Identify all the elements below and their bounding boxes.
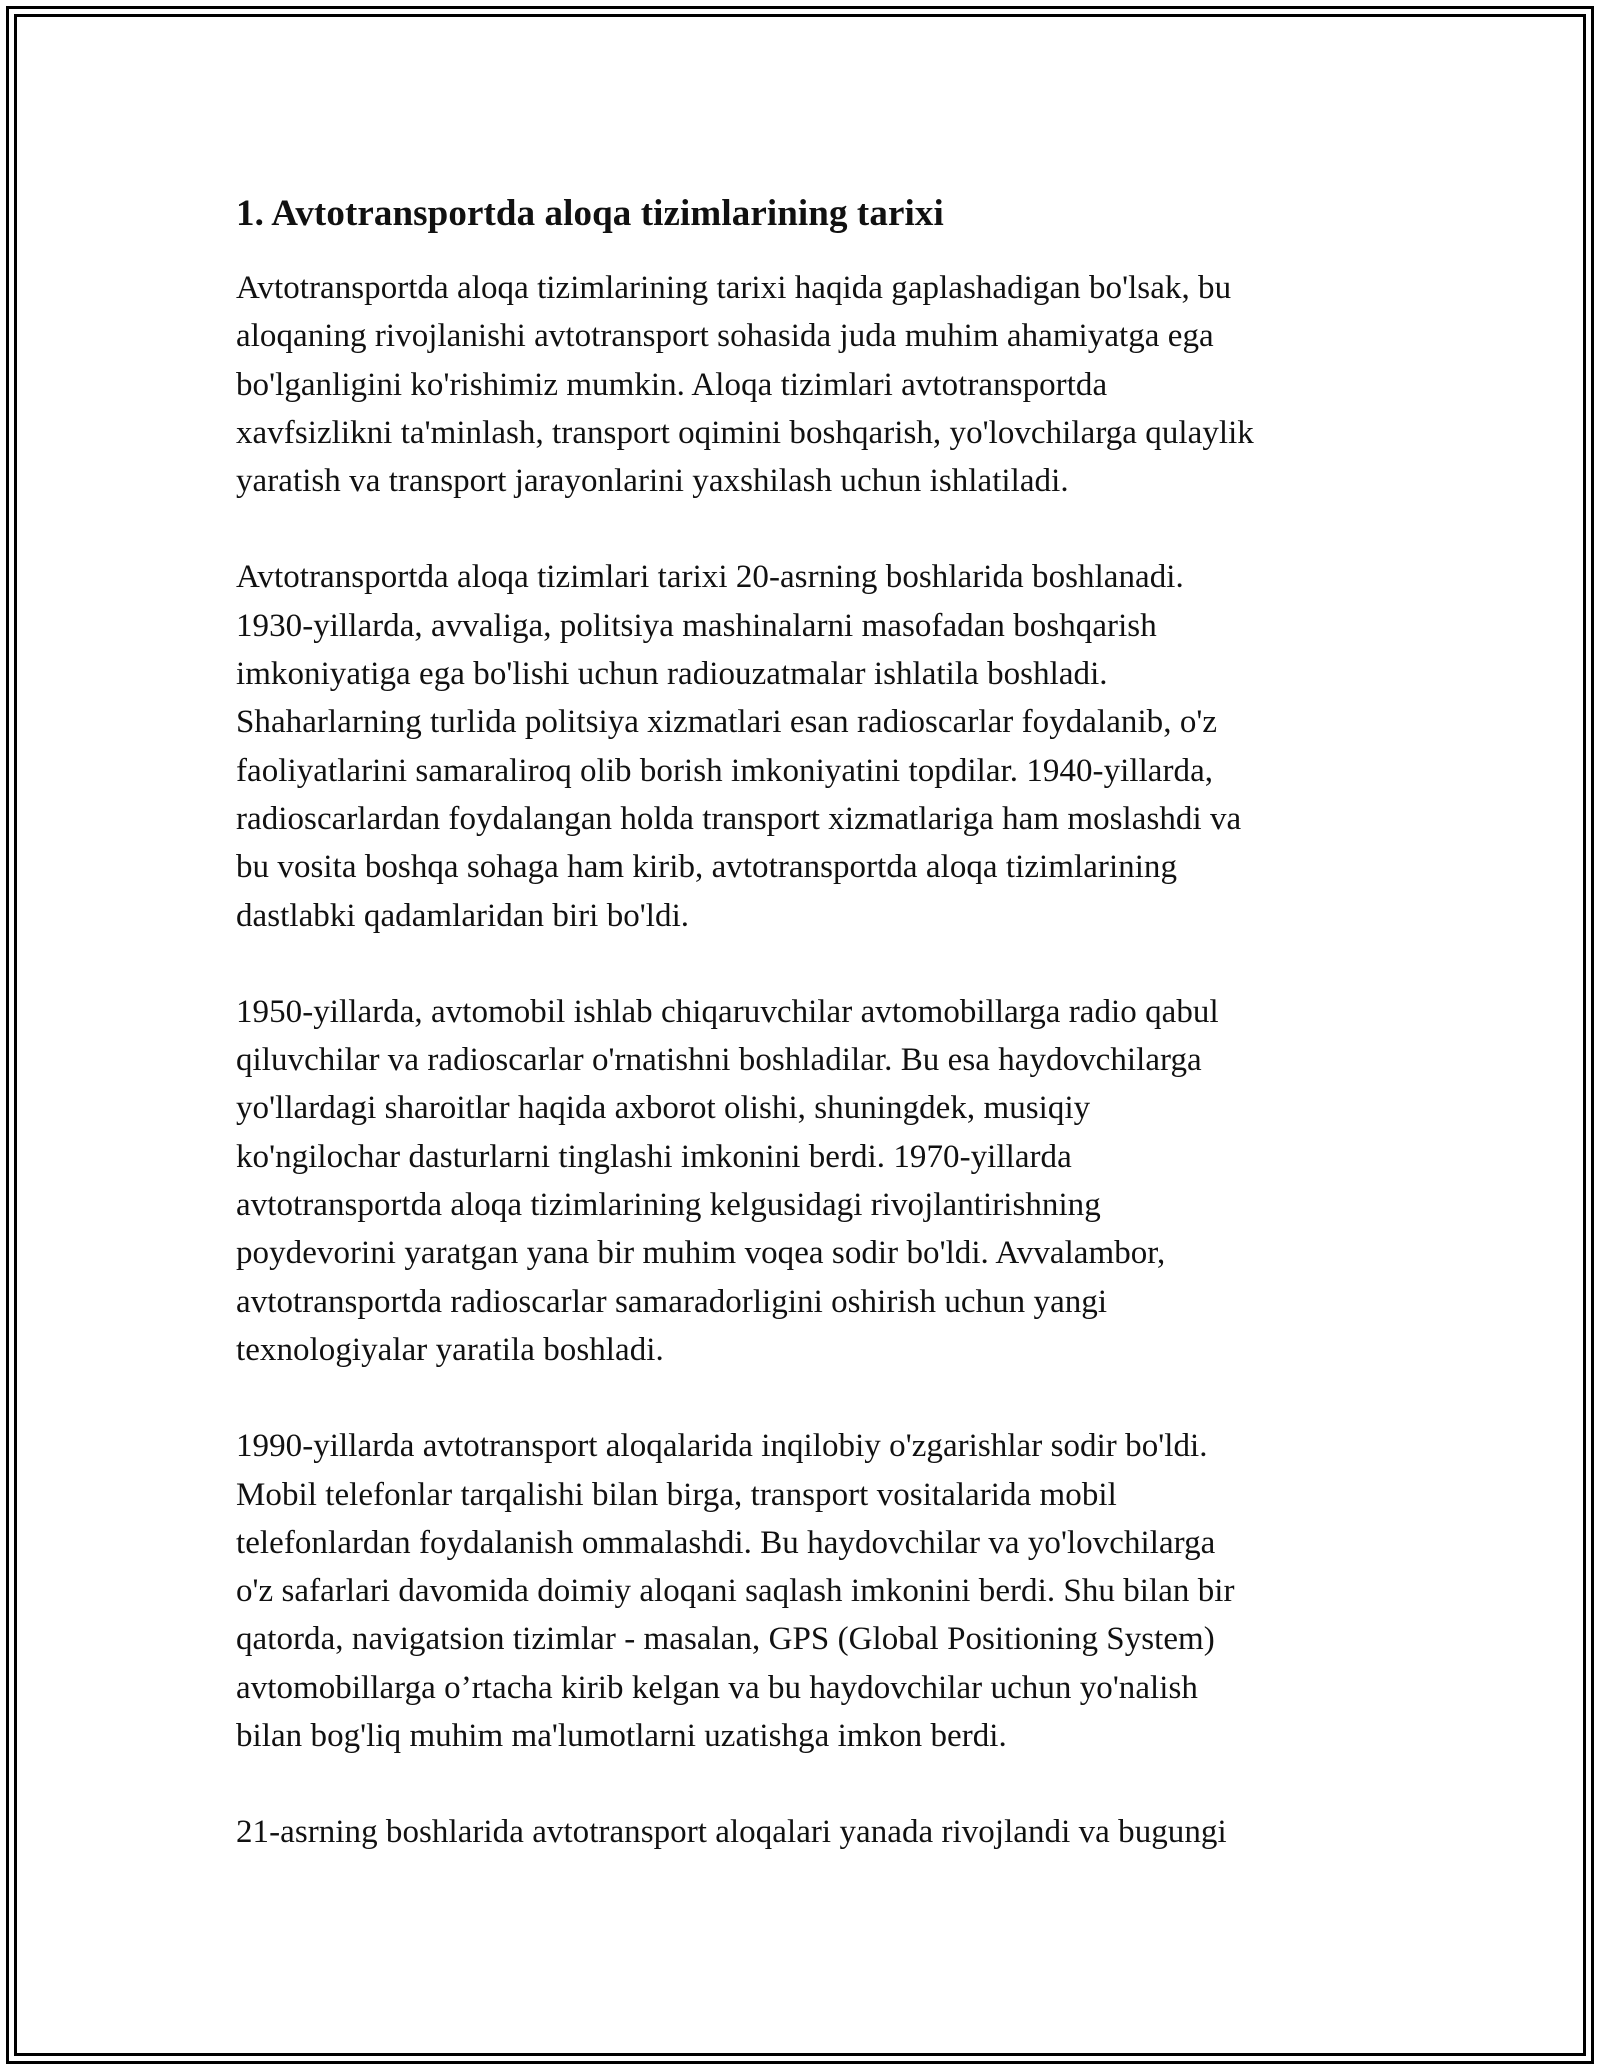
document-body xyxy=(236,186,1396,1905)
paragraph-1: Avtotransportda aloqa tizimlarining tarixi haqida gaplashadigan bo'lsak, bu aloqaning rivojlanishi avtotransport sohasida juda muhim ahamiyatga ega bo'lganligini ko'rishimiz mumkin. Aloqa tizimlari avtotransportda xavfsizlikni ta'minlash, transport oqimini boshqarish, yo'lovchilarga qulaylik yaratish va transport jarayonlarini yaxshilash uchun ishlatiladi. xyxy=(236,270,1254,500)
paragraph-2: Avtotransportda aloqa tizimlari tarixi 20-asrning boshlarida boshlanadi. 1930-yillarda, avvaliga, politsiya mashinalarni masofadan boshqarish imkoniyatiga ega bo'lishi uchun radiouzatmalar ishlatila boshladi. Shaharlarning turlida politsiya xizmatlari esan radioscarlar foydalanib, o'z faoliyatlarini samaraliroq olib borish imkoniyatini topdilar. 1940-yillarda, radioscarlardan foydalangan holda transport xizmatlariga ham moslashdi va bu vosita boshqa sohaga ham kirib, avtotransportda aloqa tizimlarining dastlabki qadamlaridan biri bo'ldi. xyxy=(236,559,1242,934)
paragraph-5: 21-asrning boshlarida avtotransport aloqalari yanada rivojlandi va bugungi xyxy=(236,1814,1227,1851)
paragraph-3: 1950-yillarda, avtomobil ishlab chiqaruvchilar avtomobillarga radio qabul qiluvchilar va radioscarlar o'rnatishni boshladilar. Bu esa haydovchilarga yo'llardagi sharoitlar haqida axborot olishi, shuningdek, musiqiy ko'ngilochar dasturlarni tinglashi imkonini berdi. 1970-yillarda avtotransportda aloqa tizimlarining kelgusidagi rivojlantirishning poydevorini yaratgan yana bir muhim voqea sodir bo'ldi. Avvalambor, avtotransportda radioscarlar samaradorligini oshirish uchun yangi texnologiyalar yaratila boshladi. xyxy=(236,993,1219,1368)
section-title: 1. Avtotransportda aloqa tizimlarining tarixi xyxy=(236,193,944,234)
paragraph-4: 1990-yillarda avtotransport aloqalarida inqilobiy o'zgarishlar sodir bo'ldi. Mobil telefonlar tarqalishi bilan birga, transport vositalarida mobil telefonlardan foydalanish ommalashdi. Bu haydovchilar va yo'lovchilarga o'z safarlari davomida doimiy aloqani saqlash imkonini berdi. Shu bilan bir qatorda, navigatsion tizimlar - masalan, GPS (Global Positioning System) avtomobillarga o’rtacha kirib kelgan va bu haydovchilar uchun yo'nalish bilan bog'liq muhim ma'lumotlarni uzatishga imkon berdi. xyxy=(236,1428,1235,1755)
